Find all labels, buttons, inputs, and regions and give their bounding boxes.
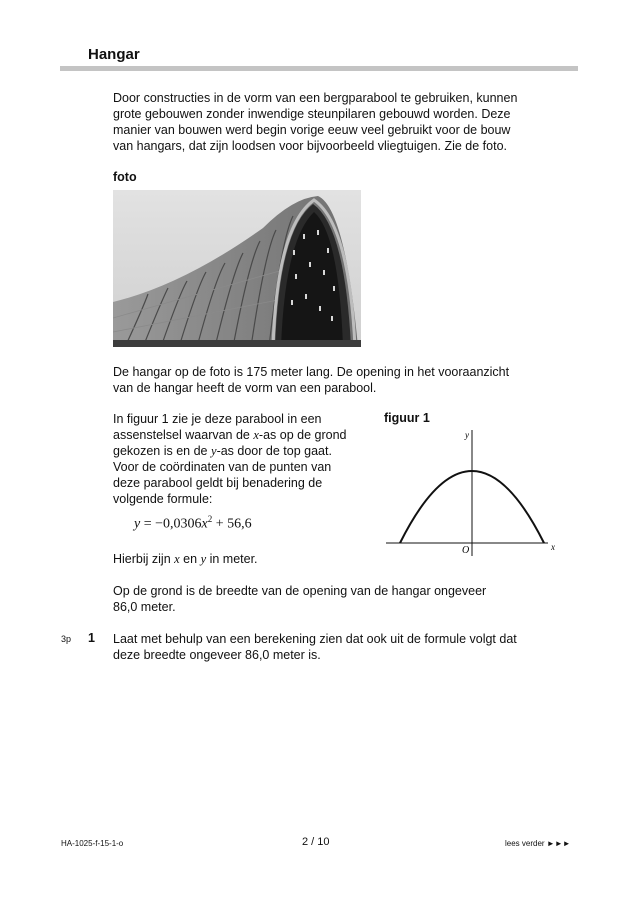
width-line: 86,0 meter. bbox=[113, 600, 176, 614]
intro-paragraph bbox=[113, 90, 563, 154]
photo-label: foto bbox=[113, 170, 137, 184]
question-text bbox=[113, 631, 563, 663]
figure-1-parabola bbox=[386, 428, 562, 558]
hangar-line: De hangar op de foto is 175 meter lang. De opening in het vooraanzicht bbox=[113, 365, 510, 379]
figure-label: figuur 1 bbox=[384, 411, 430, 425]
figure-text-line: In figuur 1 zie je deze parabool in een bbox=[113, 412, 322, 426]
intro-line: manier van bouwen werd begin vorige eeuw veel gebruikt voor de bouw bbox=[113, 123, 511, 137]
question-points: 3p bbox=[61, 634, 72, 644]
hangar-line: van de hangar heeft de vorm van een parabool. bbox=[113, 381, 377, 395]
intro-line: van hangars, dat zijn loodsen voor bijvoorbeeld vliegtuigen. Zie de foto. bbox=[113, 139, 508, 153]
page-title: Hangar bbox=[88, 46, 140, 63]
page-number: 2 / 10 bbox=[302, 836, 330, 848]
title-divider bbox=[60, 66, 578, 71]
figure-text-line: assenstelsel waarvan de x-as op de grond bbox=[113, 428, 347, 442]
y-axis-label: y bbox=[465, 430, 469, 440]
figure-text-line: deze parabool geldt bij benadering de bbox=[113, 476, 323, 490]
figure-description bbox=[113, 411, 383, 507]
y-variable: y bbox=[211, 444, 217, 458]
units-line: Hierbij zijn x en y in meter. bbox=[113, 552, 258, 566]
width-line: Op de grond is de breedte van de opening van de hangar ongeveer bbox=[113, 584, 487, 598]
intro-line: Door constructies in de vorm van een bergparabool te gebruiken, kunnen bbox=[113, 91, 518, 105]
x-axis-label: x bbox=[551, 542, 555, 552]
width-paragraph bbox=[113, 583, 563, 615]
hangar-paragraph bbox=[113, 364, 563, 396]
question-line: deze breedte ongeveer 86,0 meter is. bbox=[113, 648, 321, 662]
intro-line: grote gebouwen zonder inwendige steunpilaren gebouwd worden. Deze bbox=[113, 107, 511, 121]
hangar-photo bbox=[113, 190, 361, 347]
figure-text-line: gekozen is en de y-as door de top gaat. bbox=[113, 444, 332, 458]
parabola-formula: $y = -0,0306x^2 + 56,6$ bbox=[134, 514, 252, 532]
figure-text-line: volgende formule: bbox=[113, 492, 213, 506]
question-number: 1 bbox=[88, 631, 95, 645]
next-page-link[interactable]: lees verder ►►► bbox=[505, 839, 571, 848]
question-line: Laat met behulp van een berekening zien dat ook uit de formule volgt dat bbox=[113, 632, 517, 646]
x-variable: x bbox=[253, 428, 259, 442]
origin-label: O bbox=[462, 545, 470, 556]
figure-text-line: Voor de coördinaten van de punten van bbox=[113, 460, 332, 474]
footer-code: HA-1025-f-15-1-o bbox=[61, 839, 124, 848]
